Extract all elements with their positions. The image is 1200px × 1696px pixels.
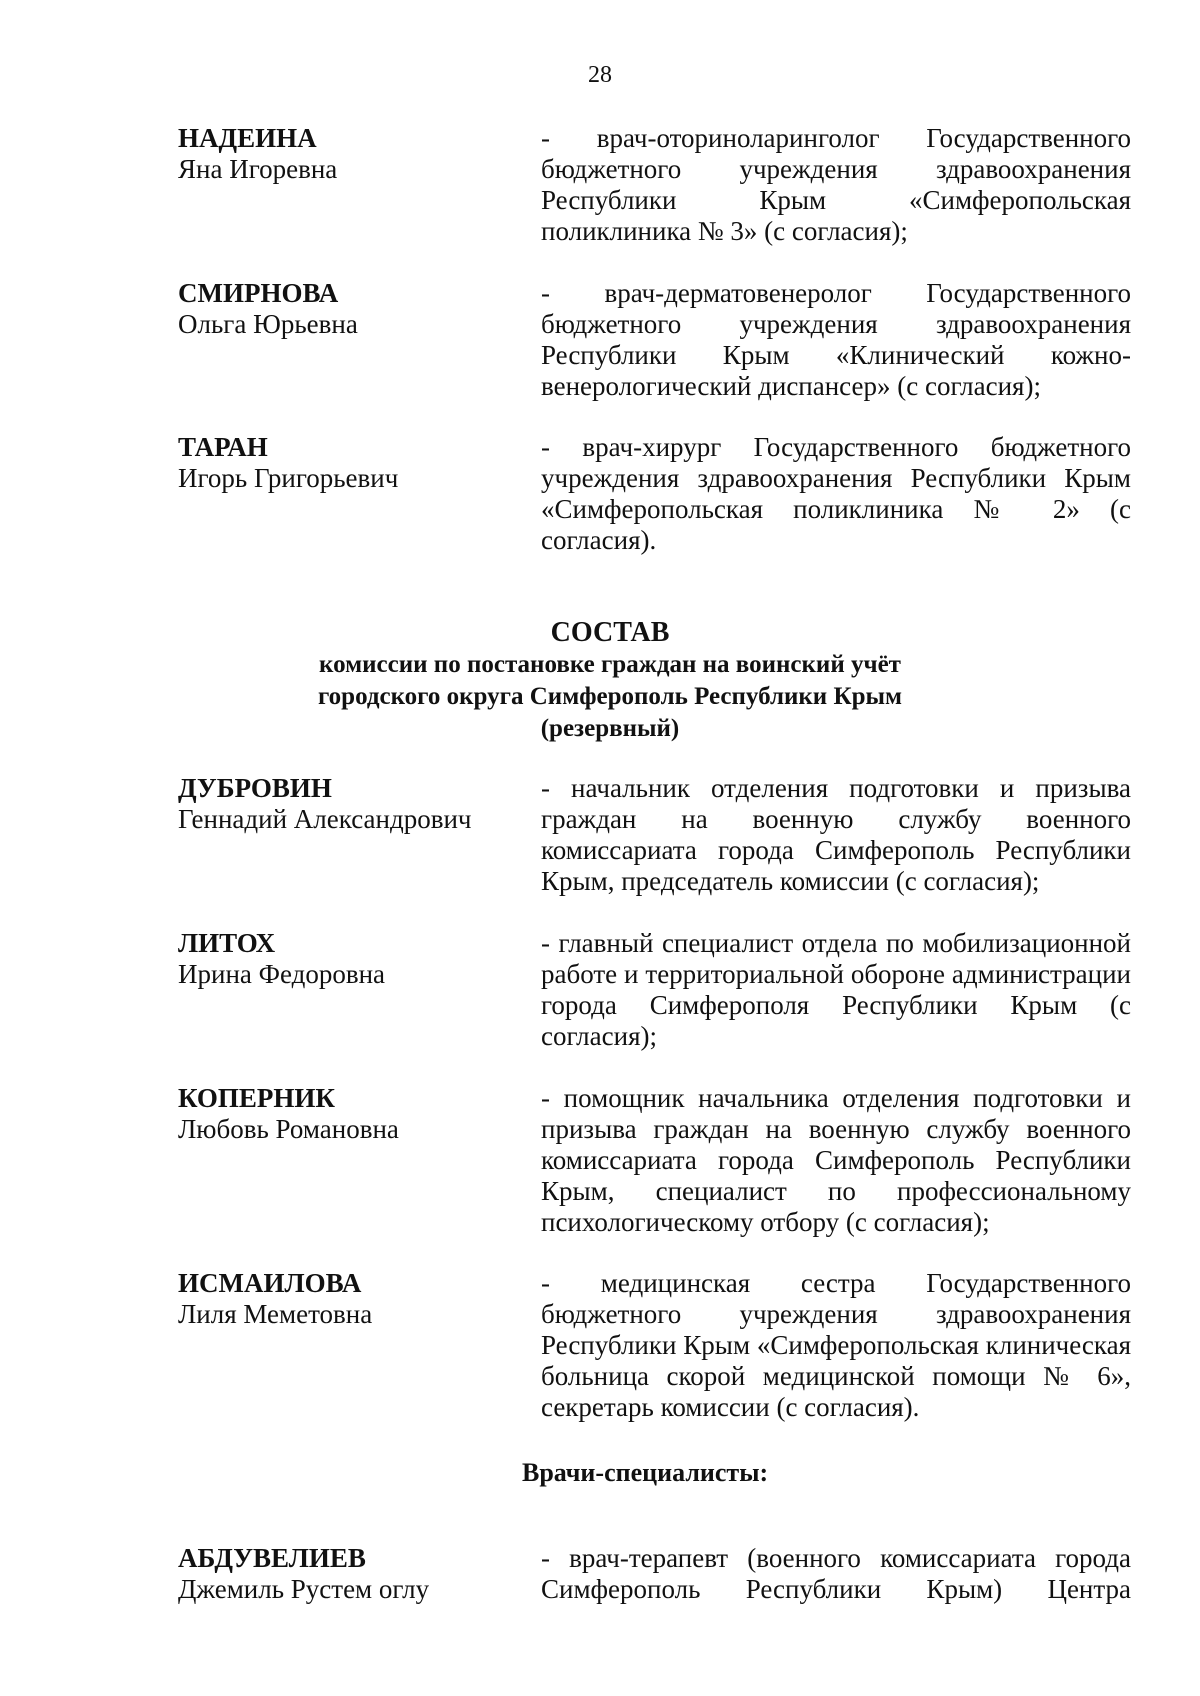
member-given-name: Геннадий Александрович xyxy=(178,804,472,834)
member-name xyxy=(178,773,530,835)
member-surname: АБДУВЕЛИЕВ xyxy=(178,1543,366,1573)
section-title: СОСТАВ xyxy=(550,617,670,648)
member-role: - главный специалист отдела по мобилизационной работе и территориальной обороне администрации города Симферополя Республики Крым (с согласия); xyxy=(541,928,1131,1051)
member-given-name: Ирина Федоровна xyxy=(178,959,386,989)
page-number: 28 xyxy=(588,62,612,88)
member-role: - врач-оториноларинголог Государственного бюджетного учреждения здравоохранения Республики Крым «Симферопольская поликлиника № 3» (с согласия); xyxy=(541,123,1131,246)
member-entry xyxy=(178,928,1133,1052)
member-role: - начальник отделения подготовки и призыва граждан на военную службу военного комиссариата города Симферополь Республики Крым, председатель комиссии (с согласия); xyxy=(541,773,1131,896)
member-role: - помощник начальника отделения подготовки и призыва граждан на военную службу военного комиссариата города Симферополь Республики Крым, специалист по профессиональному психологическому отбору (с согласия); xyxy=(541,1083,1131,1237)
member-role: - врач-хирург Государственного бюджетного учреждения здравоохранения Республики Крым «Симферопольская поликлиника № 2» (с согласия). xyxy=(541,432,1131,555)
section-subtitle-line: комиссии по постановке граждан на воинский учёт xyxy=(319,651,901,678)
member-given-name: Игорь Григорьевич xyxy=(178,463,399,493)
member-surname: НАДЕИНА xyxy=(178,123,317,153)
member-name xyxy=(178,1268,530,1330)
member-entry xyxy=(178,773,1133,897)
section-subtitle-line: (резервный) xyxy=(540,715,680,742)
member-surname: ТАРАН xyxy=(178,432,268,462)
member-surname: КОПЕРНИК xyxy=(178,1083,335,1113)
member-name xyxy=(178,1543,530,1605)
member-name xyxy=(178,123,530,185)
member-given-name: Любовь Романовна xyxy=(178,1114,399,1144)
doctors-heading: Врачи-специалисты: xyxy=(522,1458,769,1487)
section-heading xyxy=(0,617,1200,745)
member-given-name: Яна Игоревна xyxy=(178,154,338,184)
member-name xyxy=(178,278,530,340)
member-entry xyxy=(178,123,1133,247)
member-entry xyxy=(178,1083,1133,1238)
member-name xyxy=(178,1083,530,1145)
member-entry xyxy=(178,1543,1133,1605)
member-given-name: Лиля Меметовна xyxy=(178,1299,373,1329)
member-surname: ДУБРОВИН xyxy=(178,773,332,803)
member-given-name: Джемиль Рустем оглу xyxy=(178,1574,430,1604)
member-role: - врач-дерматовенеролог Государственного бюджетного учреждения здравоохранения Республики Крым «Клинический кожно-венерологический диспансер» (с согласия); xyxy=(541,278,1131,401)
member-surname: ЛИТОХ xyxy=(178,928,276,958)
member-entry xyxy=(178,432,1133,556)
member-surname: СМИРНОВА xyxy=(178,278,339,308)
section-subtitle-line: городского округа Симферополь Республики Крым xyxy=(317,683,903,710)
member-name xyxy=(178,432,530,494)
member-role: - медицинская сестра Государственного бюджетного учреждения здравоохранения Республики Крым «Симферопольская клиническая больница скорой медицинской помощи № 6», секретарь комиссии (с согласия). xyxy=(541,1268,1131,1422)
member-given-name: Ольга Юрьевна xyxy=(178,309,358,339)
member-entry xyxy=(178,278,1133,402)
member-role: - врач-терапевт (военного комиссариата города Симферополь Республики Крым) Центра xyxy=(541,1543,1131,1604)
member-entry xyxy=(178,1268,1133,1423)
member-surname: ИСМАИЛОВА xyxy=(178,1268,362,1298)
member-name xyxy=(178,928,530,990)
